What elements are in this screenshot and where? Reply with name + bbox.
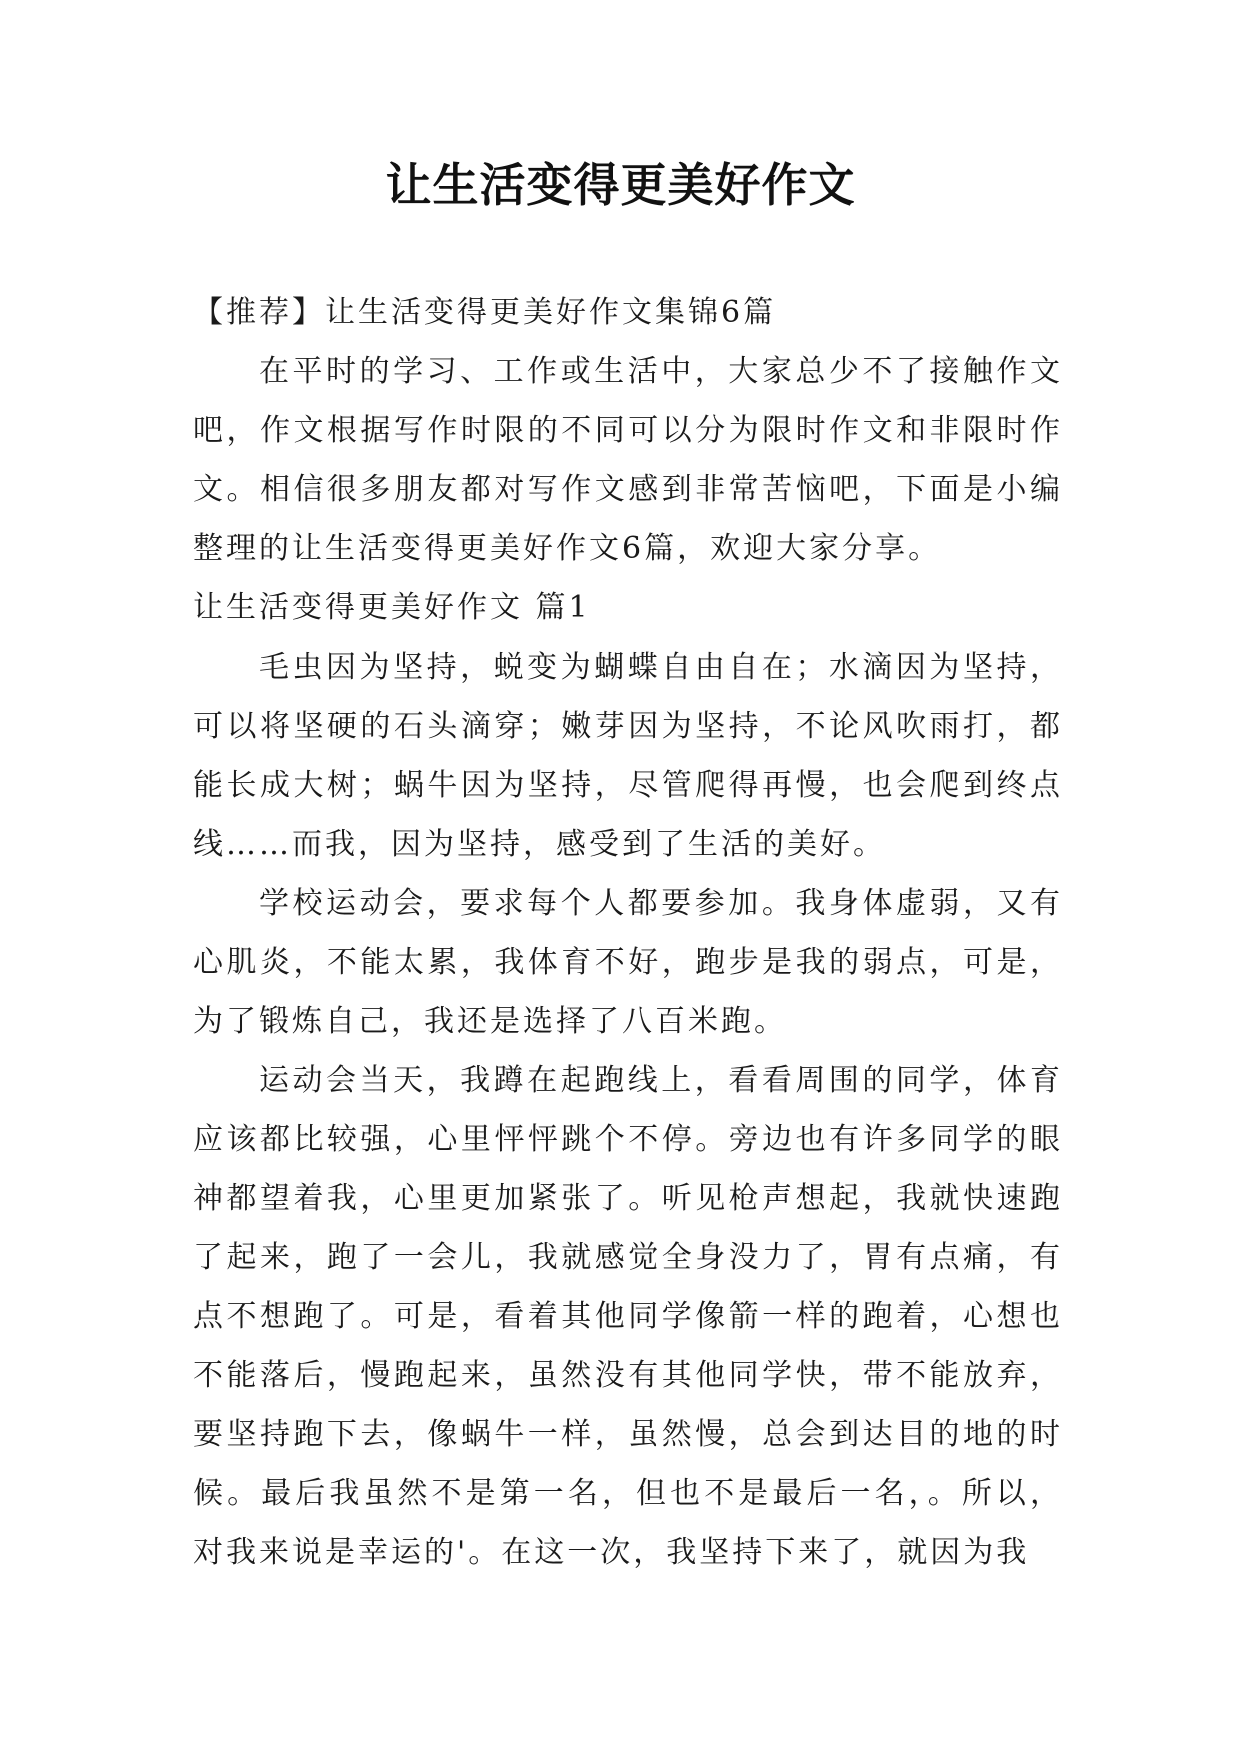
body-paragraph-1: 毛虫因为坚持，蜕变为蝴蝶自由自在；水滴因为坚持，可以将坚硬的石头滴穿；嫩芽因为坚持，不论风吹雨打，都能长成大树；蜗牛因为坚持，尽管爬得再慢，也会爬到终点线……而我，因为坚持，感受到了生活的美好。 bbox=[193, 650, 1063, 862]
section-heading: 让生活变得更美好作文 篇1 bbox=[193, 590, 591, 625]
intro-paragraph: 在平时的学习、工作或生活中，大家总少不了接触作文吧，作文根据写作时限的不同可以分为限时作文和非限时作文。相信很多朋友都对写作文感到非常苦恼吧，下面是小编整理的让生活变得更美好作文6篇，欢迎大家分享。 bbox=[193, 354, 1063, 566]
document-body bbox=[193, 283, 1063, 1582]
body-paragraph-2: 学校运动会，要求每个人都要参加。我身体虚弱，又有心肌炎，不能太累，我体育不好，跑步是我的弱点，可是，为了锻炼自己，我还是选择了八百米跑。 bbox=[193, 886, 1063, 1039]
document-subtitle: 【推荐】让生活变得更美好作文集锦6篇 bbox=[193, 295, 777, 330]
document-title: 让生活变得更美好作文 bbox=[385, 158, 856, 212]
body-paragraph-3: 运动会当天，我蹲在起跑线上，看看周围的同学，体育应该都比较强，心里怦怦跳个不停。旁边也有许多同学的眼神都望着我，心里更加紧张了。听见枪声想起，我就快速跑了起来，跑了一会儿，我就感觉全身没力了，胃有点痛，有点不想跑了。可是，看着其他同学像箭一样的跑着，心想也不能落后，慢跑起来，虽然没有其他同学快，带不能放弃，要坚持跑下去，像蜗牛一样，虽然慢，总会到达目的地的时候。最后我虽然不是第一名，但也不是最后一名，。所以，对我来说是幸运的'。在这一次，我坚持下来了，就因为我 bbox=[193, 1063, 1063, 1570]
